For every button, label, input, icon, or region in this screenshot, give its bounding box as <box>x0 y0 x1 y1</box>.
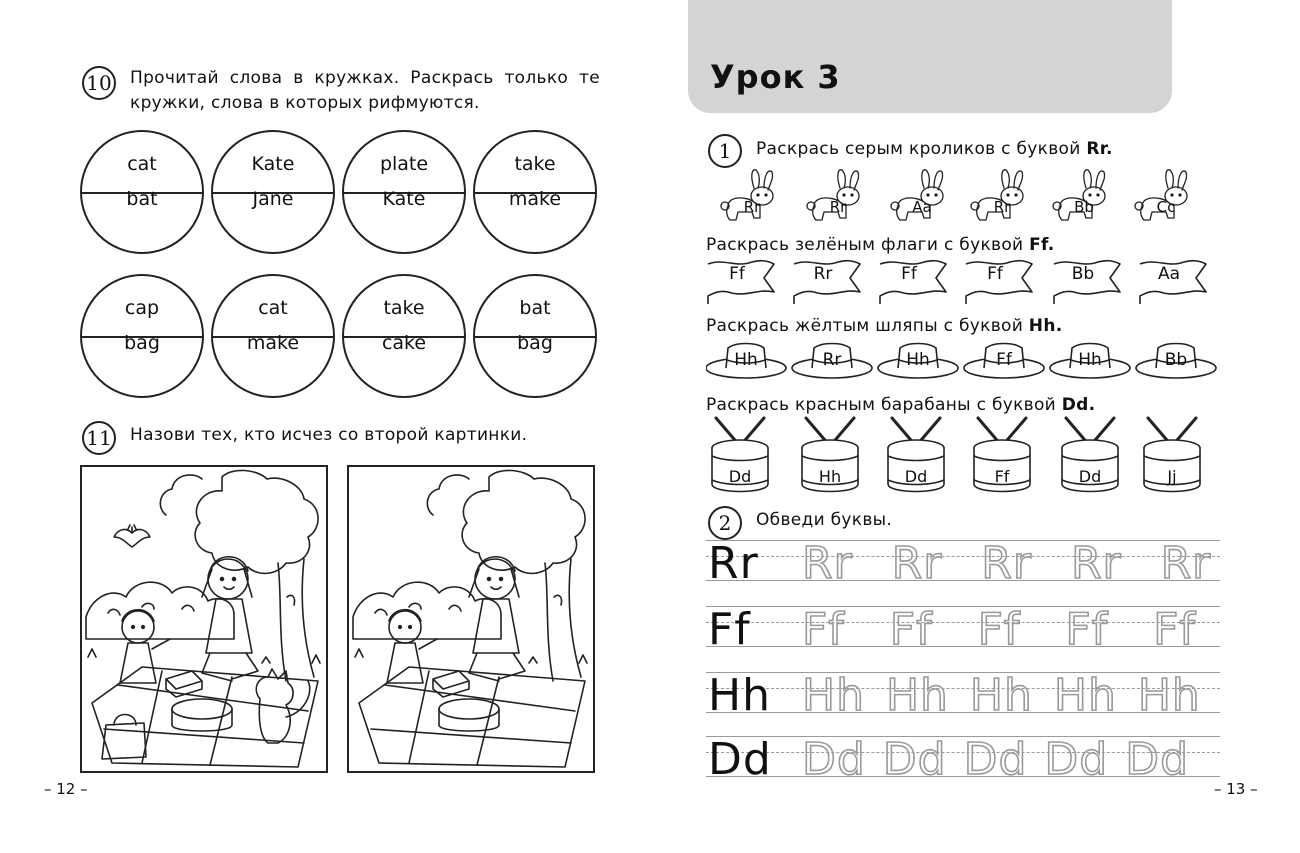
circle-word-bottom: make <box>246 332 300 354</box>
task-11-number: 11 <box>82 421 116 455</box>
circle-word-top: cat <box>258 297 288 319</box>
picnic-scene-illustration <box>82 467 326 771</box>
rhyme-circle[interactable] <box>342 130 466 254</box>
trace-row-rr[interactable] <box>706 538 1220 588</box>
task-1-number: 1 <box>708 134 742 168</box>
hat-letter[interactable]: Bb <box>1164 350 1188 370</box>
flags-instruction-text: Раскрась зелёным флаги с буквой <box>706 235 1024 255</box>
circle-word-bottom: bag <box>517 332 553 354</box>
circle-word-bottom: bat <box>126 188 158 210</box>
sample-letters: Ff <box>708 604 751 655</box>
flag-letter[interactable]: Rr <box>813 264 833 284</box>
sample-letters: Dd <box>708 734 772 785</box>
circle-word-bottom: make <box>508 188 562 210</box>
task-10-line-1: Прочитай слова в кружках. Раскрась только те <box>130 68 600 88</box>
rhyme-circle[interactable] <box>473 274 597 398</box>
circle-word-bottom: Kate <box>382 188 426 210</box>
trace-letters[interactable]: Dd Dd Dd Dd Dd <box>802 734 1189 785</box>
drum-letter[interactable]: Hh <box>818 467 842 486</box>
sample-letters: Hh <box>708 670 771 721</box>
rhyme-circle[interactable] <box>211 274 335 398</box>
rhyme-circle[interactable] <box>80 274 204 398</box>
rhyme-circle[interactable] <box>80 130 204 254</box>
drum-letter[interactable]: Dd <box>728 467 752 486</box>
flags-instruction-letter: Ff. <box>1029 235 1055 255</box>
drum-illustrations <box>706 416 1220 494</box>
hat-letter[interactable]: Ff <box>996 350 1012 370</box>
rabbit-letter[interactable]: Cc <box>1156 198 1176 216</box>
flag-illustrations <box>706 258 1220 306</box>
trace-letters[interactable]: Rr Rr Rr Rr Rr <box>802 538 1212 589</box>
hats-instruction-letter: Hh. <box>1028 316 1063 336</box>
task-2-instruction: Обведи буквы. <box>756 510 893 530</box>
task-10-instruction <box>130 66 600 116</box>
hats-instruction-text: Раскрась жёлтым шляпы с буквой <box>706 316 1024 336</box>
page-number-left: – 12 – <box>44 780 88 798</box>
picnic-picture-1 <box>80 465 328 773</box>
trace-row-hh[interactable] <box>706 670 1220 720</box>
drum-letter[interactable]: Dd <box>1078 467 1102 486</box>
drum-letter[interactable]: Ff <box>994 467 1010 486</box>
task-1-instruction <box>756 137 1113 162</box>
hat-row <box>706 340 1220 386</box>
circle-word-top: cap <box>124 297 160 319</box>
rabbit-letter[interactable]: Bb <box>1074 198 1094 216</box>
task-10-number: 10 <box>82 66 116 100</box>
circle-word-top: take <box>514 153 556 175</box>
task-10-line-2: кружки, слова в которых рифмуются. <box>130 93 480 113</box>
trace-letters[interactable]: Ff Ff Ff Ff Ff <box>802 604 1196 655</box>
circle-word-bottom: bag <box>124 332 160 354</box>
rabbit-letter[interactable]: Rr <box>743 198 761 216</box>
drum-letter[interactable]: Dd <box>904 467 928 486</box>
trace-row-ff[interactable] <box>706 604 1220 654</box>
rabbit-letter[interactable]: Aa <box>912 198 932 216</box>
flag-letter[interactable]: Aa <box>1157 264 1181 284</box>
flag-letter[interactable]: Ff <box>729 264 745 284</box>
drums-instruction <box>706 393 1095 418</box>
drums-instruction-text: Раскрась красным барабаны с буквой <box>706 395 1057 415</box>
circle-word-bottom: cake <box>381 332 427 354</box>
flag-letter[interactable]: Bb <box>1071 264 1095 284</box>
rabbit-letter[interactable]: Rr <box>829 198 847 216</box>
lesson-title: Урок 3 <box>710 58 841 96</box>
circle-word-top: take <box>383 297 425 319</box>
trace-row-dd[interactable] <box>706 734 1220 784</box>
flag-row <box>706 258 1220 306</box>
flag-letter[interactable]: Ff <box>901 264 917 284</box>
drum-row <box>706 416 1220 494</box>
rhyme-circle[interactable] <box>473 130 597 254</box>
hat-letter[interactable]: Hh <box>906 350 930 370</box>
circle-word-bottom: Jane <box>252 188 294 210</box>
hats-instruction <box>706 314 1063 339</box>
picnic-picture-2 <box>347 465 595 773</box>
task-1-letter: Rr. <box>1086 139 1113 159</box>
circle-word-top: plate <box>379 153 429 175</box>
hat-illustrations <box>706 340 1220 386</box>
hat-letter[interactable]: Hh <box>734 350 758 370</box>
hat-letter[interactable]: Hh <box>1078 350 1102 370</box>
rhyme-circle[interactable] <box>342 274 466 398</box>
rabbit-row <box>706 166 1220 226</box>
rabbit-letter[interactable]: Rr <box>993 198 1011 216</box>
rhyme-circle[interactable] <box>211 130 335 254</box>
page-number-right: – 13 – <box>1214 780 1258 798</box>
hat-letter[interactable]: Rr <box>822 350 842 370</box>
trace-letters[interactable]: Hh Hh Hh Hh Hh <box>802 670 1201 721</box>
circle-word-top: bat <box>519 297 551 319</box>
drum-letter[interactable]: Jj <box>1167 467 1177 486</box>
task-11-instruction: Назови тех, кто исчез со второй картинки. <box>130 425 528 445</box>
lesson-header <box>688 0 1172 113</box>
picnic-scene-illustration <box>349 467 593 771</box>
task-2-number: 2 <box>708 506 742 540</box>
task-1-text: Раскрась серым кроликов с буквой <box>756 139 1081 159</box>
flags-instruction <box>706 233 1055 258</box>
circle-word-top: cat <box>127 153 157 175</box>
rabbit-illustrations <box>706 166 1220 226</box>
sample-letters: Rr <box>708 538 759 589</box>
circle-word-top: Kate <box>251 153 295 175</box>
flag-letter[interactable]: Ff <box>987 264 1003 284</box>
drums-instruction-letter: Dd. <box>1061 395 1096 415</box>
